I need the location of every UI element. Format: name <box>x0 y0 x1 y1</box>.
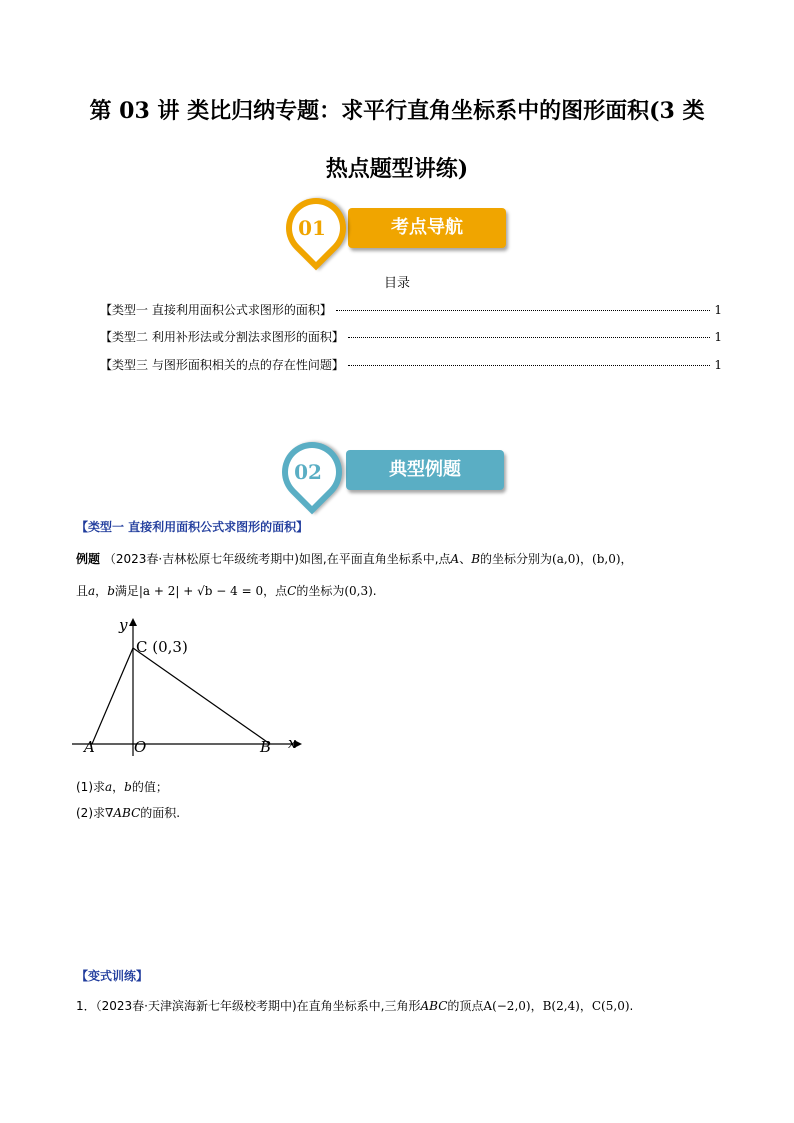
comma: ， <box>579 999 592 1013</box>
section-badge-02 <box>280 440 510 500</box>
text: 的坐标为 <box>296 584 345 598</box>
exercise-1 <box>76 997 633 1014</box>
separator: 、 <box>459 552 472 566</box>
text: ，点 <box>263 584 288 598</box>
label-x: x <box>288 734 297 752</box>
label-b: B <box>260 738 272 756</box>
comma: ， <box>112 780 125 794</box>
point-a: A(−2,0) <box>483 999 531 1013</box>
label-a: A <box>84 738 95 756</box>
comma: ， <box>580 552 593 566</box>
section-number: 01 <box>298 216 326 240</box>
label-o: O <box>134 738 147 756</box>
toc-item-page: 1 <box>714 303 722 317</box>
text: （2023春·天津滨海新七年级校考期中)在直角坐标系中,三角形 <box>95 999 421 1013</box>
comma: ， <box>620 552 633 566</box>
coordinate-figure <box>70 614 310 759</box>
text: 满足 <box>114 584 139 598</box>
toc-item-page: 1 <box>714 358 722 372</box>
text: . <box>629 999 634 1013</box>
text: 的顶点 <box>447 999 484 1013</box>
segment-cb <box>133 648 270 744</box>
text: (1)求 <box>76 780 105 794</box>
section-badge-01 <box>284 198 514 258</box>
var-b: b <box>107 584 115 598</box>
title-line-2: 热点题型讲练) <box>325 156 469 182</box>
comma: ， <box>530 999 543 1013</box>
example-line-1 <box>76 550 633 567</box>
toc-dot-leader <box>348 365 711 366</box>
question-2 <box>76 804 180 821</box>
section-label-bar <box>348 208 506 248</box>
question-1 <box>76 778 168 795</box>
section-number: 02 <box>294 460 322 484</box>
label-y: y <box>119 616 128 634</box>
toc-dot-leader <box>348 337 711 338</box>
point-b: B(2,4) <box>542 999 580 1013</box>
segment-ac <box>92 648 133 744</box>
var-a: a <box>88 584 96 598</box>
triangle-abc: ∇ABC <box>105 806 141 820</box>
text: . <box>372 584 377 598</box>
point-c: C(5,0) <box>591 999 630 1013</box>
toc-item-label: 【类型一 直接利用面积公式求图形的面积】 <box>100 303 332 317</box>
section-label: 典型例题 <box>389 459 461 480</box>
exercise-number: 1． <box>76 999 96 1013</box>
triangle-abc: ABC <box>420 999 448 1013</box>
title-line-1: 第 03 讲 类比归纳专题：求平行直角坐标系中的图形面积(3 类 <box>89 98 705 124</box>
section-label-bar <box>346 450 504 490</box>
var-a: a <box>105 780 113 794</box>
toc-dot-leader <box>336 310 711 311</box>
toc-item[interactable] <box>100 356 722 373</box>
toc-heading: 目录 <box>383 276 410 291</box>
text: 且 <box>76 584 89 598</box>
toc-item[interactable] <box>100 301 722 318</box>
toc-item[interactable] <box>100 328 722 345</box>
text: 的值； <box>131 780 168 794</box>
training-heading: 【变式训练】 <box>76 969 149 983</box>
toc-item-label: 【类型三 与图形面积相关的点的存在性问题】 <box>100 358 344 372</box>
toc-item-page: 1 <box>714 330 722 344</box>
coord-b: (b,0) <box>592 552 621 566</box>
text: 的面积. <box>140 806 181 820</box>
document-title <box>60 82 734 198</box>
coords-text: 的坐标分别为 <box>480 552 553 566</box>
var-b: b <box>124 780 132 794</box>
section-label: 考点导航 <box>391 217 463 238</box>
point-b: B <box>471 552 481 566</box>
coord-c: (0,3) <box>344 584 373 598</box>
comma: ， <box>95 584 108 598</box>
toc-item-label: 【类型二 利用补形法或分割法求图形的面积】 <box>100 330 344 344</box>
y-axis-arrow <box>129 618 137 626</box>
example-line-2 <box>76 582 377 599</box>
example-source: （2023春·吉林松原七年级统考期中)如图,在平面直角坐标系中,点 <box>103 552 451 566</box>
point-a: A <box>450 552 460 566</box>
point-c: C <box>287 584 297 598</box>
type-heading: 【类型一 直接利用面积公式求图形的面积】 <box>76 520 309 534</box>
equation: |a + 2| + √b − 4 = 0 <box>138 584 264 598</box>
label-c: C (0,3) <box>136 638 188 656</box>
coord-a: (a,0) <box>552 552 581 566</box>
text: (2)求 <box>76 806 105 820</box>
example-prefix: 例题 <box>76 552 101 566</box>
